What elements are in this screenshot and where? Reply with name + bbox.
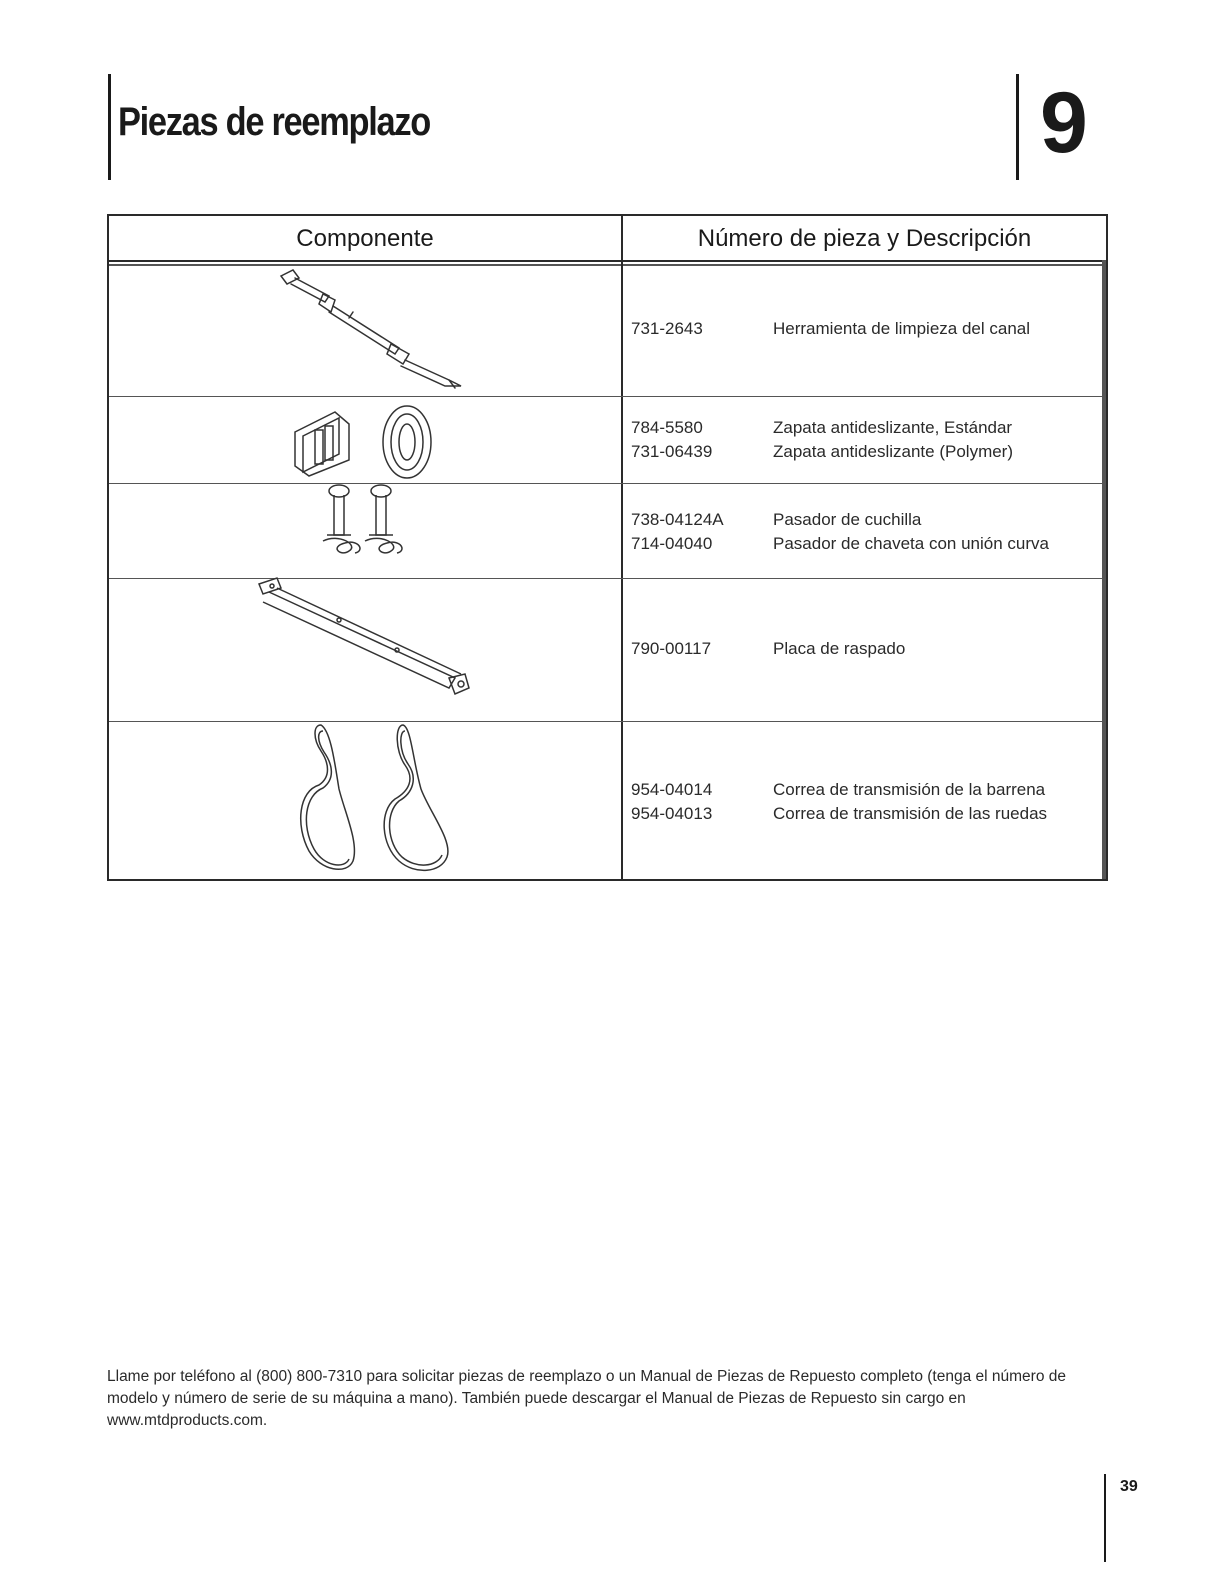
drive-belts-illustration — [109, 721, 621, 879]
table-header — [109, 216, 1106, 262]
component-image-cell — [109, 396, 621, 483]
part-line — [623, 639, 1100, 663]
part-number: 731-06439 — [631, 442, 713, 461]
part-line — [623, 442, 1100, 466]
component-image-cell — [109, 266, 621, 396]
part-description: Zapata antideslizante (Polymer) — [773, 442, 1014, 461]
component-image-cell — [109, 483, 621, 578]
part-number: 714-04040 — [631, 534, 713, 553]
part-line — [623, 319, 1100, 343]
header-numero-pieza: Número de pieza y Descripción — [697, 225, 1032, 252]
part-line — [623, 510, 1100, 534]
part-number: 954-04014 — [631, 780, 713, 799]
table-row — [109, 266, 1106, 397]
part-number: 790-00117 — [631, 639, 712, 658]
table-row — [109, 483, 1106, 579]
part-description-cell — [623, 266, 1100, 396]
part-line — [623, 804, 1100, 828]
header-componente: Componente — [296, 225, 434, 252]
table-row — [109, 721, 1106, 879]
component-image-cell — [109, 721, 621, 879]
part-description: Pasador de cuchilla — [773, 510, 922, 529]
table-row — [109, 578, 1106, 722]
part-line — [623, 534, 1100, 558]
part-description: Pasador de chaveta con unión curva — [773, 534, 1049, 553]
part-line — [623, 418, 1100, 442]
footer-note: Llame por teléfono al (800) 800-7310 para solicitar piezas de reemplazo o un Manual de Piezas de Repuesto completo (tenga el número de modelo y número de serie de su máquina a mano). También puede descargar el Manual de Piezas de Repuesto sin cargo en www.mtdproducts.com. — [107, 1368, 1067, 1429]
part-description: Zapata antideslizante, Estándar — [773, 418, 1013, 437]
chapter-rule — [1016, 74, 1019, 180]
part-description-cell — [623, 578, 1100, 721]
chapter-number: 9 — [1040, 75, 1088, 171]
parts-table — [107, 214, 1108, 881]
shave-plate-illustration — [109, 578, 621, 721]
page-number-rule — [1104, 1474, 1106, 1562]
part-number: 784-5580 — [631, 418, 703, 437]
shear-pins-illustration — [109, 483, 621, 578]
page-number: 39 — [1120, 1478, 1138, 1495]
part-description: Placa de raspado — [773, 639, 906, 658]
component-image-cell — [109, 578, 621, 721]
part-description-cell — [623, 721, 1100, 879]
part-number: 731-2643 — [631, 319, 703, 338]
part-number: 954-04013 — [631, 804, 713, 823]
part-description: Correa de transmisión de la barrena — [773, 780, 1046, 799]
title-rule — [108, 74, 111, 180]
part-number: 738-04124A — [631, 510, 724, 529]
chute-clean-out-tool-illustration — [109, 266, 621, 396]
part-description-cell — [623, 396, 1100, 483]
skid-shoes-illustration — [109, 396, 621, 483]
part-line — [623, 780, 1100, 804]
part-description-cell — [623, 483, 1100, 578]
part-description: Herramienta de limpieza del canal — [773, 319, 1031, 338]
page-title: Piezas de reemplazo — [118, 100, 431, 144]
table-row — [109, 396, 1106, 484]
part-description: Correa de transmisión de las ruedas — [773, 804, 1048, 823]
